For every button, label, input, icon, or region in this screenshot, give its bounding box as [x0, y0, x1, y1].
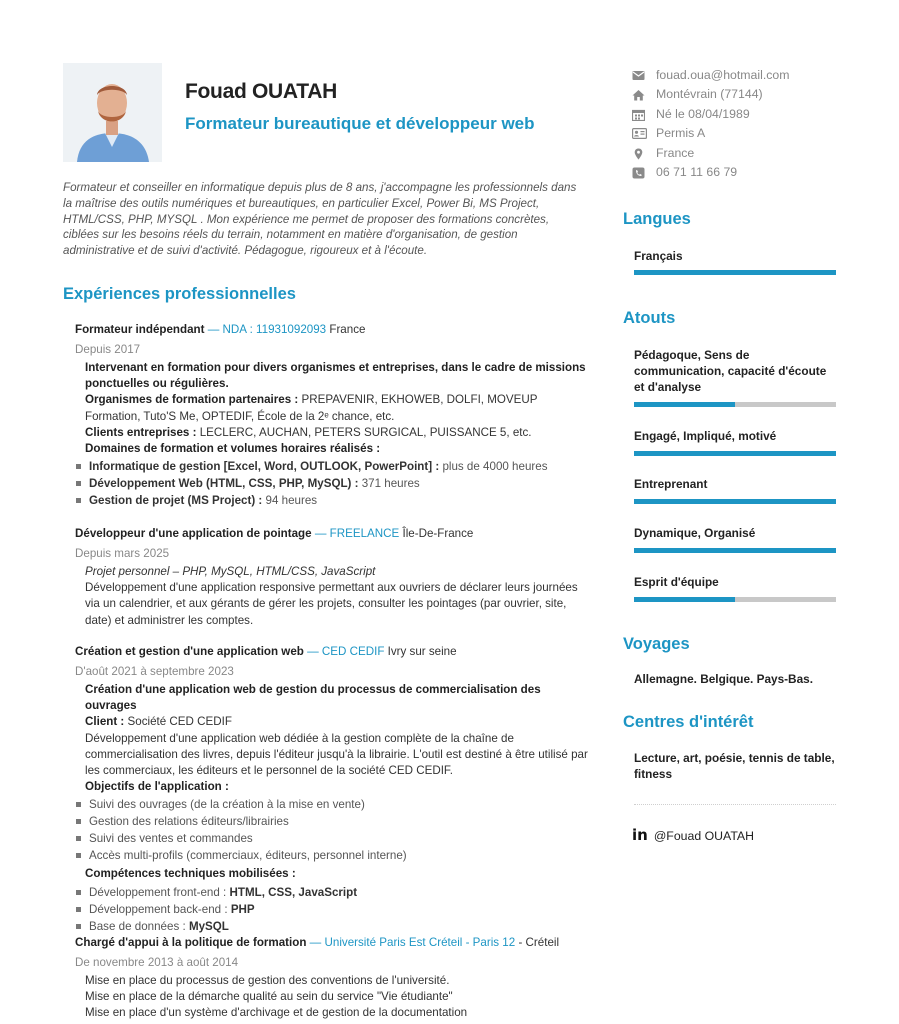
- contact-phone: [632, 163, 872, 182]
- experience-item: [75, 526, 595, 629]
- strength-level-bar: [634, 597, 836, 602]
- linkedin-handle: @Fouad OUATAH: [653, 829, 755, 843]
- strength-item: Pédagoque, Sens de communication, capacité d'écoute et d'analyse: [634, 348, 827, 394]
- strength-item: Dynamique, Organisé: [634, 526, 756, 540]
- experience-heading: Expériences professionnelles: [63, 285, 296, 303]
- list-item: [75, 918, 595, 935]
- strength-level-bar: [634, 499, 836, 504]
- task-line: Mise en place de la démarche qualité au sein du service "Vie étudiante": [85, 990, 453, 1004]
- goals-list: [75, 796, 595, 864]
- profile-photo: [63, 63, 162, 162]
- level-fill: [634, 548, 836, 553]
- strength-level-bar: [634, 548, 836, 553]
- experience-organization: FREELANCE: [329, 527, 400, 540]
- list-item: [75, 492, 595, 509]
- candidate-name: Fouad OUATAH: [185, 80, 337, 103]
- domain-hours: plus de 4000 heures: [442, 460, 548, 474]
- title-separator: —: [207, 323, 220, 336]
- list-item: [75, 475, 595, 492]
- divider: [634, 804, 836, 805]
- client-line: [85, 714, 595, 730]
- experience-title: [75, 644, 595, 660]
- experience-item: [75, 644, 595, 937]
- title-separator: —: [314, 527, 327, 540]
- list-item: [75, 901, 595, 918]
- license-text: Permis A: [656, 126, 706, 141]
- list-item: [75, 458, 595, 475]
- clients-line: [85, 425, 595, 441]
- domains-list: [75, 458, 595, 509]
- experience-date: De novembre 2013 à août 2014: [75, 956, 239, 969]
- experience-intro: Intervenant en formation pour divers organismes et entreprises, dans le cadre de missions ponctuelles ou régulières.: [85, 361, 586, 391]
- skill-label: Développement front-end :: [89, 885, 227, 899]
- task-line: Mise en place du processus de gestion des conventions de l'université.: [85, 974, 450, 987]
- list-item: Accès multi-profils (commerciaux, éditeurs, personnel interne): [75, 847, 595, 864]
- strength-item: Esprit d'équipe: [634, 575, 719, 589]
- envelope-icon: [632, 70, 645, 81]
- strength-item: Entreprenant: [634, 477, 708, 491]
- experience-body: [75, 682, 595, 935]
- domain-label: Informatique de gestion [Excel, Word, OUTLOOK, PowerPoint] :: [89, 460, 440, 474]
- skill-label: Développement back-end :: [89, 902, 228, 916]
- experience-item: [75, 935, 595, 1022]
- experience-item: [75, 322, 595, 511]
- project-description: Développement d'une application web dédiée à la gestion complète de la chaîne de commercialisation des livres, depuis l'éditeur jusqu'à la librairie. L'outil est destiné à être utilisé par les commerciaux, les éditeurs et le personnel de la société CED CEDIF.: [85, 731, 588, 778]
- strength-level-bar: [634, 451, 836, 456]
- linkedin-link[interactable]: [632, 826, 754, 844]
- birth-text: Né le 08/04/1989: [656, 106, 750, 121]
- email-text: fouad.oua@hotmail.com: [656, 68, 790, 82]
- experience-role: Développeur d'une application de pointage: [75, 527, 312, 540]
- partners-label: Organismes de formation partenaires :: [85, 393, 299, 407]
- phone-text: 06 71 11 66 79: [656, 164, 738, 179]
- level-fill: [634, 499, 836, 504]
- experience-location: Île-De-France: [402, 527, 474, 540]
- language-item: Français: [634, 249, 683, 263]
- domain-label: Gestion de projet (MS Project) :: [89, 494, 263, 508]
- contact-country: [632, 144, 872, 163]
- partners-line: [85, 392, 595, 424]
- list-item: [75, 884, 595, 901]
- interests-text: Lecture, art, poésie, tennis de table, fitness: [634, 751, 835, 781]
- client-label: Client :: [85, 715, 125, 729]
- experience-location: France: [329, 323, 366, 336]
- project-description: Développement d'une application responsive permettant aux ouvriers de déclarer leurs journées via un calendrier, et aux gérants de gérer les projets, consulter les pointages (par ouvrier, site, date) et administrer les comptes.: [85, 581, 578, 627]
- languages-heading: Langues: [623, 210, 691, 228]
- strength-item: Engagé, Impliqué, motivé: [634, 429, 777, 443]
- domains-label: Domaines de formation et volumes horaires réalisés :: [85, 442, 381, 456]
- level-fill: [634, 270, 836, 275]
- contact-email: [632, 66, 872, 85]
- map-pin-icon: [632, 148, 645, 160]
- id-card-icon: [632, 128, 647, 139]
- level-fill: [634, 451, 836, 456]
- contact-birth: [632, 105, 872, 124]
- experience-title: [75, 935, 595, 951]
- experience-body: [75, 360, 595, 509]
- experience-location: Ivry sur seine: [387, 645, 457, 658]
- skills-list: [75, 884, 595, 935]
- phone-icon: [632, 167, 645, 179]
- contact-city: [632, 85, 872, 104]
- skill-value: PHP: [230, 902, 255, 916]
- skills-label: Compétences techniques mobilisées :: [85, 867, 296, 881]
- experience-body: [75, 564, 595, 629]
- experience-role: Chargé d'appui à la politique de formation: [75, 936, 307, 949]
- language-level-bar: [634, 270, 836, 275]
- domain-hours: 94 heures: [265, 494, 318, 508]
- strength-level-bar: [634, 402, 836, 407]
- domain-hours: 371 heures: [361, 477, 420, 491]
- project-headline: Création d'une application web de gestion du processus de commercialisation des ouvrages: [85, 683, 541, 713]
- country-text: France: [656, 145, 695, 160]
- experience-organization: NDA : 11931092093: [222, 323, 327, 336]
- experience-date: Depuis 2017: [75, 343, 141, 356]
- title-separator: —: [309, 936, 322, 949]
- home-icon: [632, 89, 645, 101]
- clients-label: Clients entreprises :: [85, 425, 197, 439]
- experience-date: Depuis mars 2025: [75, 547, 170, 560]
- experience-body: [75, 973, 595, 1022]
- experience-title: [75, 322, 595, 338]
- skill-label: Base de données :: [89, 919, 186, 933]
- experience-location: - Créteil: [518, 936, 560, 949]
- list-item: Gestion des relations éditeurs/librairies: [75, 813, 595, 830]
- experience-role: Création et gestion d'une application web: [75, 645, 304, 658]
- list-item: Suivi des ouvrages (de la création à la mise en vente): [75, 796, 595, 813]
- experience-date: D'août 2021 à septembre 2023: [75, 665, 234, 678]
- goals-label: Objectifs de l'application :: [85, 780, 229, 794]
- travel-heading: Voyages: [623, 635, 690, 653]
- partners-value: PREPAVENIR, EKHOWEB, DOLFI, MOVEUP Formation, Tuto'S Me, OPTEDIF, École de la 2ᵉ chance, etc.: [85, 393, 538, 423]
- interests-heading: Centres d'intérêt: [623, 713, 754, 731]
- experience-title: [75, 526, 595, 542]
- level-fill: [634, 597, 735, 602]
- project-subtitle: Projet personnel – PHP, MySQL, HTML/CSS, JavaScript: [85, 565, 376, 578]
- task-line: Mise en place d'un système d'archivage et de gestion de la documentation: [85, 1006, 468, 1020]
- experience-role: Formateur indépendant: [75, 323, 205, 336]
- client-value: Société CED CEDIF: [127, 715, 232, 729]
- profile-summary: Formateur et conseiller en informatique depuis plus de 8 ans, j'accompagne les professionnels dans la maîtrise des outils numériques et bureautiques, en particulier Excel, Power Bi, MS Project, HTML/CSS, PHP, MYSQL . Mon expérience me permet de proposer des formations concrètes, ciblées sur les besoins réels du terrain, notamment en matière d'organisation, de gestion administrative et de suivi d'activité. Pédagogue, rigoureux et à l'écoute.: [63, 181, 577, 258]
- clients-value: LECLERC, AUCHAN, PETERS SURGICAL, PUISSANCE 5, etc.: [199, 425, 532, 439]
- travel-text: Allemagne. Belgique. Pays-Bas.: [634, 672, 813, 686]
- experience-organization: Université Paris Est Créteil - Paris 12: [324, 936, 516, 949]
- job-title: Formateur bureautique et développeur web: [185, 114, 535, 133]
- calendar-icon: [632, 109, 645, 121]
- linkedin-icon: in: [632, 826, 648, 844]
- level-fill: [634, 402, 735, 407]
- contact-license: [632, 124, 872, 143]
- contact-block: [632, 66, 872, 182]
- experience-organization: CED CEDIF: [321, 645, 385, 658]
- title-separator: —: [307, 645, 319, 658]
- list-item: Suivi des ventes et commandes: [75, 830, 595, 847]
- domain-label: Développement Web (HTML, CSS, PHP, MySQL) :: [89, 477, 359, 491]
- strengths-heading: Atouts: [623, 309, 676, 327]
- city-text: Montévrain (77144): [656, 87, 763, 102]
- skill-value: MySQL: [188, 919, 229, 933]
- skill-value: HTML, CSS, JavaScript: [229, 885, 358, 899]
